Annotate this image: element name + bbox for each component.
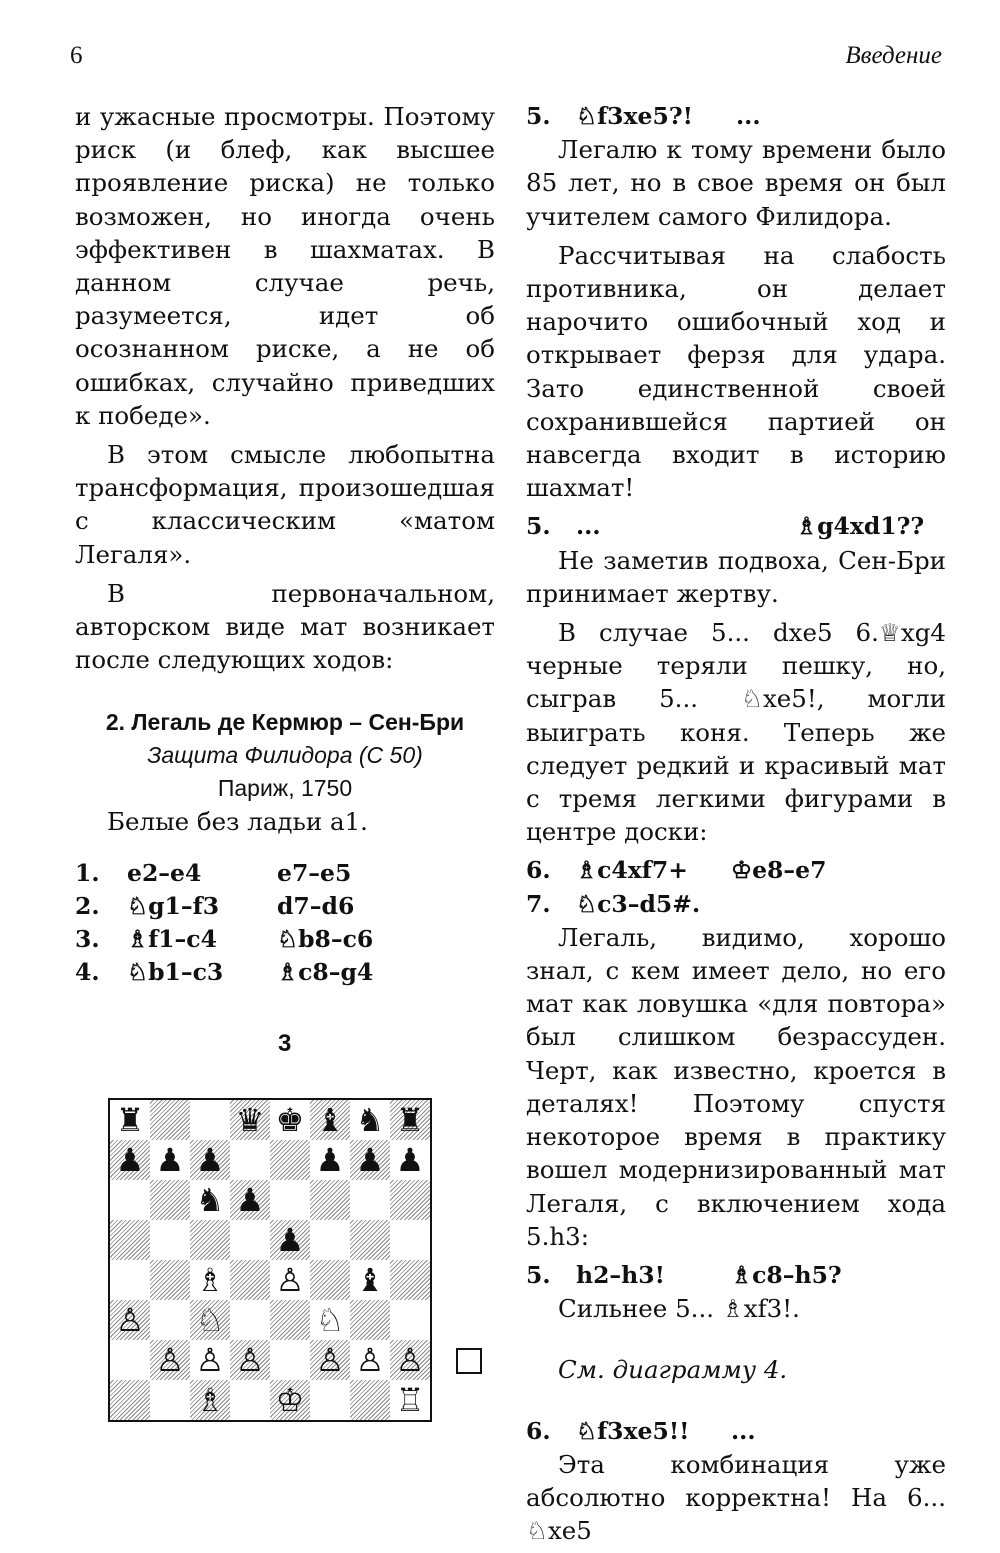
white-move: ...: [576, 512, 601, 541]
move-row: [526, 854, 946, 887]
board-square: [110, 1220, 150, 1260]
board-square: [150, 1300, 190, 1340]
left-paragraph-2: В этом смысле любопытна трансформация, произошедшая с классическим «матом Легаля».: [75, 440, 495, 569]
diagram-number: 3: [278, 1030, 292, 1057]
board-square: [390, 1300, 430, 1340]
move-row: [526, 1259, 946, 1292]
chess-piece-square: ♙: [110, 1300, 150, 1340]
move-row: [526, 888, 946, 921]
right-paragraph-4: В случае 5... dxe5 6.♕xg4 черные теряли пешку, но, сыграв 5... ♘xe5!, могли выиграть коня. Теперь же следует редкий и красивый мат с тремя легкими фигурами в центре доски:: [526, 618, 946, 847]
black-move: d7–d6: [277, 891, 355, 920]
board-square: [110, 1260, 150, 1300]
chess-board: [108, 1098, 432, 1422]
left-column: [75, 100, 495, 989]
black-move: ♗c8–g4: [277, 958, 374, 987]
board-square: [190, 1100, 230, 1140]
chess-piece-square: ♝: [350, 1260, 390, 1300]
chess-piece-square: ♝: [310, 1100, 350, 1140]
move-number: 5.: [526, 1260, 551, 1289]
right-paragraph-2: Рассчитывая на слабость противника, он делает нарочито ошибочный ход и открывает ферзя для удара. Зато единственной своей сохранившейся партией он навсегда входит в историю шахмат!: [526, 240, 946, 503]
white-move: ♘f3xe5!!: [576, 1416, 690, 1445]
board-square: [150, 1100, 190, 1140]
game-opening: Защита Филидора (С 50): [147, 742, 423, 769]
right-paragraph-6: Сильнее 5... ♗xf3!.: [558, 1294, 800, 1324]
white-to-move-indicator: [456, 1348, 482, 1374]
black-move: ♘b8–c6: [277, 925, 374, 954]
white-move: ♘b1–c3: [127, 958, 224, 987]
board-square: [110, 1180, 150, 1220]
board-square: [350, 1180, 390, 1220]
chess-piece-square: ♟: [190, 1140, 230, 1180]
move-number: 4.: [75, 958, 100, 987]
chess-piece-square: ♙: [190, 1340, 230, 1380]
board-square: [310, 1380, 350, 1420]
chess-piece-square: ♜: [110, 1100, 150, 1140]
chess-piece-square: ♘: [310, 1300, 350, 1340]
chess-piece-square: ♙: [150, 1340, 190, 1380]
running-head: Введение: [845, 42, 942, 69]
board-square: [390, 1220, 430, 1260]
chess-piece-square: ♛: [230, 1100, 270, 1140]
board-square: [110, 1340, 150, 1380]
chess-piece-square: ♟: [150, 1140, 190, 1180]
board-square: [230, 1140, 270, 1180]
right-paragraph-8: Эта комбинация уже абсолютно корректна! На 6... ♘xe5: [526, 1449, 946, 1546]
chess-piece-square: ♟: [270, 1220, 310, 1260]
move-row: [75, 923, 495, 956]
board-square: [270, 1340, 310, 1380]
right-paragraph-1: Легалю к тому времени было 85 лет, но в свое время он был учителем самого Филидора.: [526, 135, 946, 231]
page-number: 6: [70, 42, 83, 69]
right-column: [526, 100, 946, 1553]
chess-piece-square: ♟: [230, 1180, 270, 1220]
board-square: [190, 1220, 230, 1260]
diagram-reference: См. диаграмму 4.: [558, 1355, 788, 1385]
chess-piece-square: ♟: [350, 1140, 390, 1180]
move-number: 5.: [526, 102, 551, 130]
chess-piece-square: ♗: [190, 1380, 230, 1420]
black-move: ♗c8–h5?: [731, 1260, 842, 1289]
move-number: 1.: [75, 858, 100, 887]
move-row: [526, 100, 946, 133]
black-move: ...: [731, 1416, 756, 1445]
chess-piece-square: ♘: [190, 1300, 230, 1340]
board-square: [390, 1260, 430, 1300]
chess-piece-square: ♙: [230, 1340, 270, 1380]
black-move: ♗g4xd1??: [796, 512, 925, 541]
white-move: ♗f1–c4: [127, 925, 217, 954]
chess-piece-square: ♟: [390, 1140, 430, 1180]
right-paragraph-3: Не заметив подвоха, Сен-Бри принимает жертву.: [526, 545, 946, 608]
chess-piece-square: ♟: [310, 1140, 350, 1180]
move-row: [75, 890, 495, 923]
move-number: 5.: [526, 512, 551, 541]
chess-piece-square: ♜: [390, 1100, 430, 1140]
black-move: ♔e8–e7: [731, 856, 827, 885]
board-square: [390, 1180, 430, 1220]
move-row: [75, 857, 495, 890]
board-square: [230, 1300, 270, 1340]
white-move: ♗c4xf7+: [576, 856, 688, 885]
white-move: ♘f3xe5?!: [576, 102, 693, 130]
board-square: [150, 1260, 190, 1300]
move-row: [75, 956, 495, 989]
white-move: e2–e4: [127, 858, 202, 887]
white-move: h2–h3!: [576, 1260, 665, 1289]
chess-piece-square: ♚: [270, 1100, 310, 1140]
chess-piece-square: ♙: [310, 1340, 350, 1380]
chess-piece-square: ♔: [270, 1380, 310, 1420]
board-square: [230, 1380, 270, 1420]
chess-piece-square: ♙: [390, 1340, 430, 1380]
chess-piece-square: ♗: [190, 1260, 230, 1300]
board-square: [270, 1180, 310, 1220]
board-square: [110, 1380, 150, 1420]
board-square: [310, 1180, 350, 1220]
right-paragraph-5: Легаль, видимо, хорошо знал, с кем имеет дело, но его мат как ловушка «для повтора» был слишком безрассуден. Черт, как известно, кроется в деталях! Поэтому спустя некоторое время в практику вошел модернизированный мат Легаля, с включением хода 5.h3:: [526, 922, 946, 1251]
board-square: [310, 1220, 350, 1260]
left-paragraph-1: и ужасные просмотры. Поэтому риск (и блеф, как высшее проявление риска) не только возможен, но иногда очень эффективен в шахматах. В данном случае речь, разумеется, идет об осознанном риске, а не об ошибках, случайно приведших к победе».: [75, 102, 495, 430]
board-square: [150, 1380, 190, 1420]
board-square: [350, 1220, 390, 1260]
chess-piece-square: ♖: [390, 1380, 430, 1420]
white-move: ♘g1–f3: [127, 891, 220, 920]
game-title: 2. Легаль де Кермюр – Сен-Бри: [105, 709, 465, 736]
left-paragraph-3: В первоначальном, авторском виде мат возникает после следующих ходов:: [75, 578, 495, 675]
move-row: [526, 1415, 946, 1448]
move-number: 7.: [526, 889, 551, 918]
chess-piece-square: ♟: [110, 1140, 150, 1180]
board-square: [350, 1300, 390, 1340]
board-square: [270, 1140, 310, 1180]
move-row: [526, 510, 946, 543]
white-move: ♘c3–d5#.: [576, 889, 701, 918]
game-place: Париж, 1750: [217, 775, 353, 802]
chess-piece-square: ♞: [190, 1180, 230, 1220]
board-square: [310, 1260, 350, 1300]
board-square: [230, 1260, 270, 1300]
chess-piece-square: ♙: [270, 1260, 310, 1300]
board-square: [350, 1380, 390, 1420]
chess-piece-square: ♞: [350, 1100, 390, 1140]
move-number: 2.: [75, 891, 100, 920]
board-square: [150, 1220, 190, 1260]
move-number: 6.: [526, 1416, 551, 1445]
black-move: e7–e5: [277, 858, 352, 887]
chess-piece-square: ♙: [350, 1340, 390, 1380]
board-square: [230, 1220, 270, 1260]
move-number: 6.: [526, 856, 551, 885]
board-square: [270, 1300, 310, 1340]
board-square: [150, 1180, 190, 1220]
black-move: ...: [736, 102, 761, 130]
move-number: 3.: [75, 925, 100, 954]
game-note: Белые без ладьи a1.: [107, 807, 368, 837]
